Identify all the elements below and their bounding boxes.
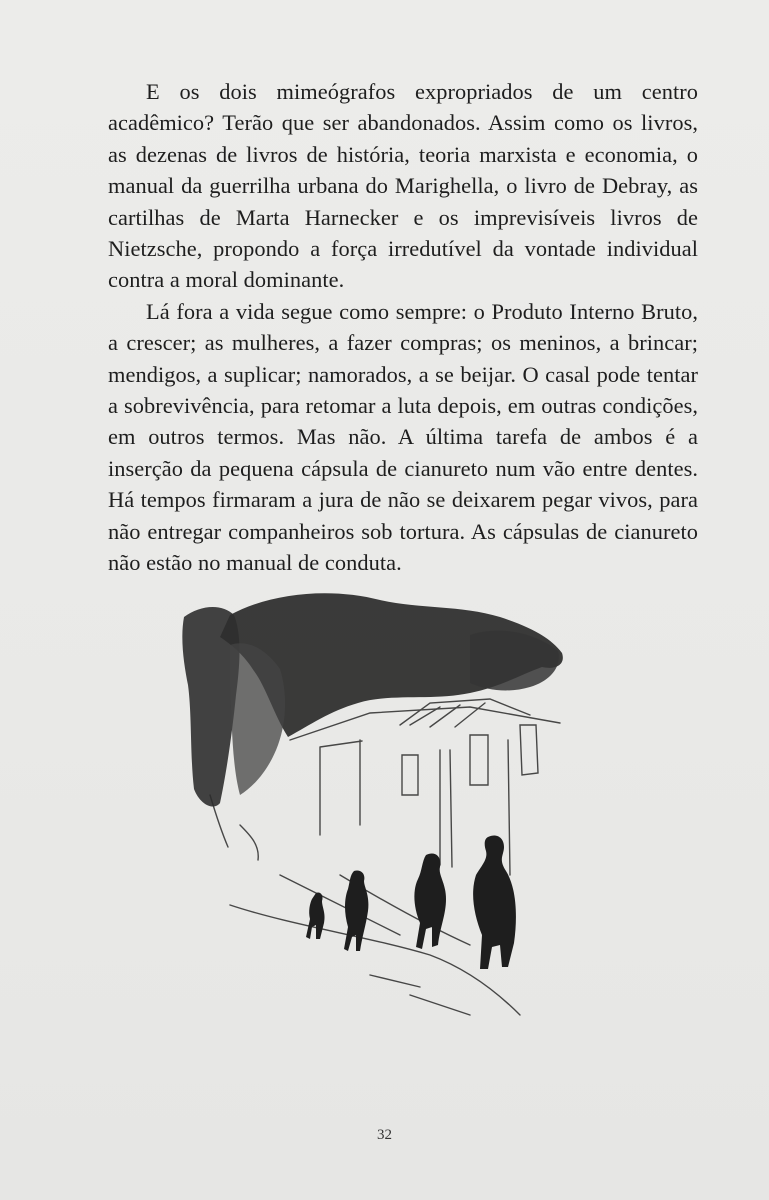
sketch-ground-3 (370, 975, 470, 1015)
sketch-window-1 (402, 755, 418, 795)
figure-2 (414, 854, 446, 950)
sketch-awning (400, 699, 530, 727)
figure-4 (306, 892, 325, 939)
page-number: 32 (377, 1127, 392, 1143)
sketch-building-left (320, 740, 362, 835)
sketch-window-3 (520, 725, 538, 775)
ink-wash-left-facade (230, 643, 285, 795)
sketch-ground-1 (230, 905, 520, 1015)
body-text (108, 76, 698, 579)
ink-sketch-illustration (170, 575, 610, 1035)
figures (306, 835, 516, 969)
ink-wash-left-wall (182, 607, 239, 807)
sketch-window-2 (470, 735, 488, 785)
sketch-pillar-1 (440, 750, 452, 867)
paragraph-1: E os dois mimeógrafos expropriados de um centro acadêmico? Terão que ser abandonados. Assim como os livros, as dezenas de livros de história, teoria marxista e economia, o manual da guerrilha urbana do Marighella, o livro de Debray, as cartilhas de Marta Harnecker e os imprevisíveis livros de Nietzsche, propondo a força irredutível da vontade individual contra a moral dominante. (108, 79, 698, 293)
sketch-pillar-2 (508, 740, 510, 875)
paragraph-2: Lá fora a vida segue como sempre: o Produto Interno Bruto, a crescer; as mulheres, a fazer compras; os meninos, a brincar; mendigos, a suplicar; namorados, a se beijar. O casal pode tentar a sobrevivência, para retomar a luta depois, em outras condições, em outros termos. Mas não. A última tarefa de ambos é a inserção da pequena cápsula de cianureto num vão entre dentes. Há tempos firmaram a jura de não se deixarem pegar vivos, para não entregar companheiros sob tortura. As cápsulas de cianureto não estão no manual de conduta. (108, 298, 698, 576)
